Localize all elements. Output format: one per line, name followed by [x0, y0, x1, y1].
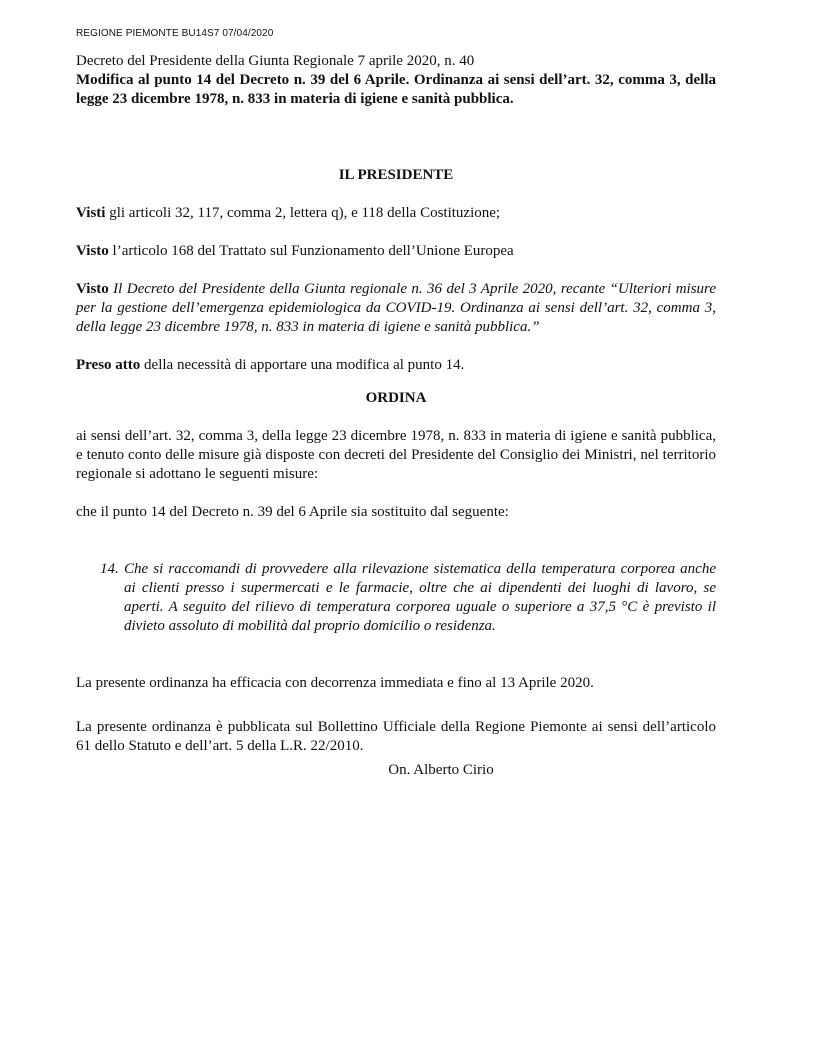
recital-text: Il Decreto del Presidente della Giunta regionale n. 36 del 3 Aprile 2020, recante “Ulteriori misure per la gestione dell’emergenza epidemiologica da COVID-19. Ordinanza ai sensi dell’art. 32, comma 3, della legge 23 dicembre 1978, n. 833 in materia di igiene e sanità pubblica.”	[76, 281, 716, 335]
recital-text: l’articolo 168 del Trattato sul Funzionamento dell’Unione Europea	[108, 243, 514, 259]
effectiveness-statement: La presente ordinanza ha efficacia con decorrenza immediata e fino al 13 Aprile 2020.	[76, 675, 594, 691]
replacement-intro: che il punto 14 del Decreto n. 39 del 6 Aprile sia sostituito dal seguente:	[76, 504, 509, 520]
signature: On. Alberto Cirio	[388, 762, 494, 778]
item-number: 14.	[100, 561, 119, 577]
recital-text: della necessità di apportare una modifica al punto 14.	[140, 357, 465, 373]
recital-lead: Visto	[76, 281, 109, 297]
recital-decree-36	[76, 280, 716, 337]
recital-treaty	[76, 242, 716, 261]
recital-constitution	[76, 204, 716, 223]
recital-noted	[76, 356, 716, 375]
recital-lead: Visto	[76, 243, 109, 259]
bulletin-header: REGIONE PIEMONTE BU14S7 07/04/2020	[76, 28, 274, 39]
recital-text: gli articoli 32, 117, comma 2, lettera q), e 118 della Costituzione;	[105, 205, 501, 221]
order-heading: ORDINA	[365, 390, 427, 406]
recital-lead: Visti	[76, 205, 106, 221]
recital-lead: Preso atto	[76, 357, 141, 373]
decree-title: Decreto del Presidente della Giunta Regionale 7 aprile 2020, n. 40	[76, 53, 475, 69]
president-heading: IL PRESIDENTE	[338, 167, 454, 183]
replacement-item-14	[76, 560, 716, 636]
decree-subject: Modifica al punto 14 del Decreto n. 39 del 6 Aprile. Ordinanza ai sensi dell’art. 32, comma 3, della legge 23 dicembre 1978, n. 833 in materia di igiene e sanità pubblica.	[76, 72, 716, 107]
order-intro: ai sensi dell’art. 32, comma 3, della legge 23 dicembre 1978, n. 833 in materia di igiene e sanità pubblica, e tenuto conto delle misure già disposte con decreti del Presidente del Consiglio dei Ministri, nel territorio regionale si adottano le seguenti misure:	[76, 428, 716, 482]
document-body	[76, 52, 716, 780]
publication-statement: La presente ordinanza è pubblicata sul Bollettino Ufficiale della Regione Piemonte ai sensi dell’articolo 61 dello Statuto e dell’art. 5 della L.R. 22/2010.	[76, 719, 716, 754]
item-text: Che si raccomandi di provvedere alla rilevazione sistematica della temperatura corporea anche ai clienti presso i supermercati e le farmacie, oltre che ai dipendenti dei luoghi di lavoro, se aperti. A seguito del rilievo di temperatura corporea uguale o superiore a 37,5 °C è previsto il divieto assoluto di mobilità dal proprio domicilio o residenza.	[124, 561, 716, 634]
